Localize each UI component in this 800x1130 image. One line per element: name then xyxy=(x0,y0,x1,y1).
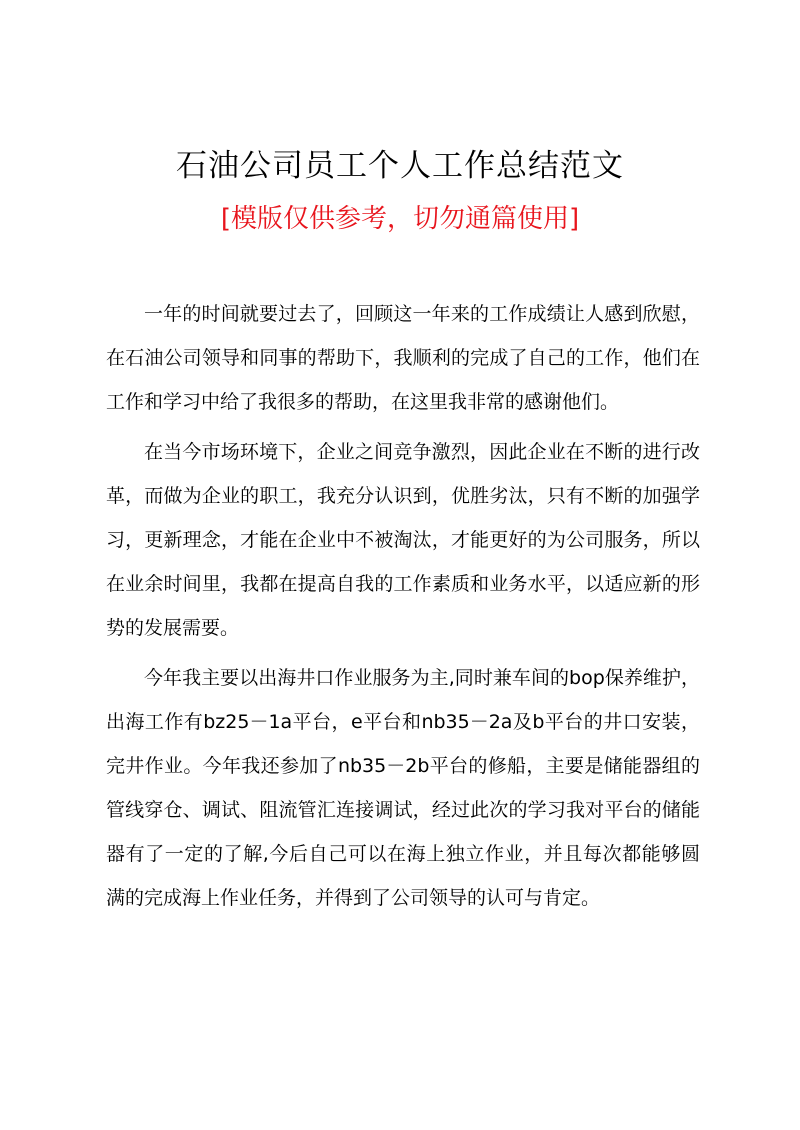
paragraph-1: 一年的时间就要过去了，回顾这一年来的工作成绩让人感到欣慰，在石油公司领导和同事的帮助下，我顺利的完成了自己的工作，他们在工作和学习中给了我很多的帮助，在这里我非常的感谢他们。 xyxy=(106,303,700,413)
paragraph-3: 今年我主要以出海井口作业服务为主,同时兼车间的bop保养维护，出海工作有bz25－1a平台，e平台和nb35－2a及b平台的井口安装，完井作业。今年我还参加了nb35－2b平台的修船，主要是储能器组的管线穿仓、调试、阻流管汇连接调试，经过此次的学习我对平台的储能器有了一定的了解,今后自己可以在海上独立作业，并且每次都能够圆满的完成海上作业任务，并得到了公司领导的认可与肯定。 xyxy=(106,667,700,909)
document-title: 石油公司员工个人工作总结范文 xyxy=(176,148,624,184)
template-notice: [模版仅供参考，切勿通篇使用] xyxy=(220,204,580,234)
document-body xyxy=(106,292,700,926)
paragraph-2: 在当今市场环境下，企业之间竞争激烈，因此企业在不断的进行改革，而做为企业的职工，我充分认识到，优胜劣汰，只有不断的加强学习，更新理念，才能在企业中不被淘汰，才能更好的为公司服务，所以在业余时间里，我都在提高自我的工作素质和业务水平，以适应新的形势的发展需要。 xyxy=(106,441,700,639)
